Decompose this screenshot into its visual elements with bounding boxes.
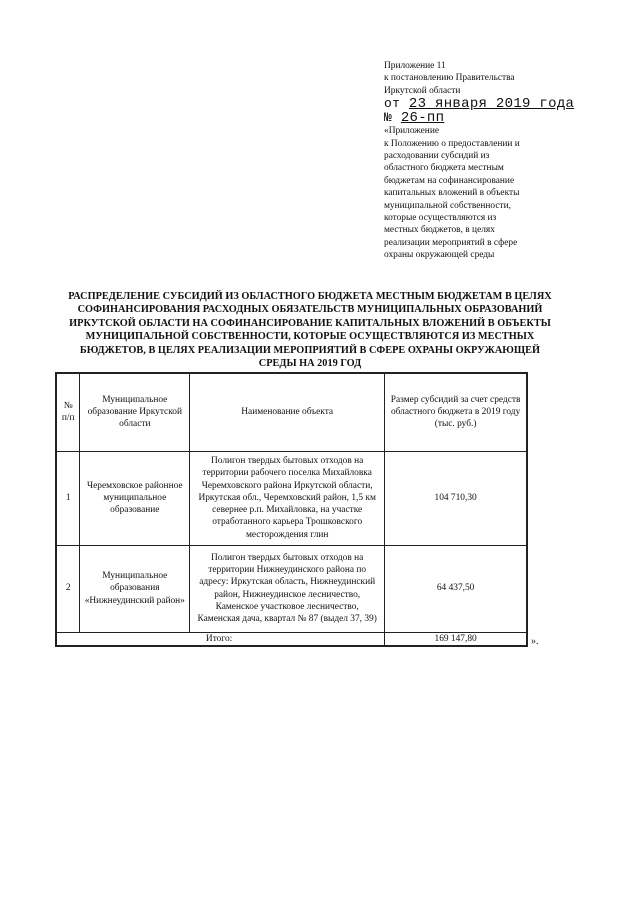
ref-line: расходовании субсидий из [384,151,490,162]
row-municipality: Муниципальное образования «Нижнеудинский район» [80,545,190,632]
appendix-resolution: к постановлению Правительства [384,73,515,84]
ref-line: капитальных вложений в объекты [384,188,520,199]
row-amount: 64 437,50 [385,545,527,632]
row-object: Полигон твердых бытовых отходов на территории Нижнеудинского района по адресу: Иркутская область, Нижнеудинский район, Нижнеудинское лесничество, Каменское участковое лесничество, Каменская дача, квартал № 87 (выдел 37, 39) [190,545,385,632]
ref-line: бюджетам на софинансирование [384,175,515,186]
appendix-number: Приложение 11 [384,61,446,71]
ref-line: которые осуществляются из [384,213,497,224]
title-line: СРЕДЫ НА 2019 ГОД [258,358,362,370]
title-line: ИРКУТСКОЙ ОБЛАСТИ НА СОФИНАНСИРОВАНИЕ КАПИТАЛЬНЫХ ВЛОЖЕНИЙ В ОБЪЕКТЫ [69,317,551,329]
header-amount: Размер субсидий за счет средств областного бюджета в 2019 году (тыс. руб.) [385,373,527,451]
row-num: 1 [56,451,80,545]
ref-line: муниципальной собственности, [384,200,511,211]
header-municipality: Муниципальное образование Иркутской области [80,373,190,451]
ref-line: «Приложение [384,126,440,137]
ref-line: реализации мероприятий в сфере [384,237,518,248]
resolution-date [384,97,574,111]
appendix-header [384,60,574,262]
title-line: СОФИНАНСИРОВАНИЯ РАСХОДНЫХ ОБЯЗАТЕЛЬСТВ МУНИЦИПАЛЬНЫХ ОБРАЗОВАНИЙ [77,304,543,316]
total-value: 169 147,80 [385,632,527,646]
appendix-region: Иркутской области [384,85,461,96]
ref-line: местных бюджетов, в целях [384,225,495,236]
row-amount: 104 710,30 [385,451,527,545]
number-value: 26-пп [400,110,445,127]
row-object: Полигон твердых бытовых отходов на территории рабочего поселка Михайловка Черемховского района Иркутской области, Иркутская обл., Черемховский район, 1,5 км севернее р.п. Михайловка, на участке отработанного карьера Трошковского месторождения глин [190,451,385,545]
table-row [56,451,527,545]
table-row [56,545,527,632]
row-municipality: Черемховское районное муниципальное образование [80,451,190,545]
total-label: Итого: [56,632,385,646]
number-prefix: № [384,110,393,126]
ref-line: областного бюджета местным [384,163,504,174]
title-line: БЮДЖЕТОВ, В ЦЕЛЯХ РЕАЛИЗАЦИИ МЕРОПРИЯТИЙ В СФЕРЕ ОХРАНЫ ОКРУЖАЮЩЕЙ [79,344,541,356]
resolution-number [384,111,574,125]
subsidy-table [55,372,528,647]
ref-line: охраны окружающей среды [384,250,495,261]
title-line: РАСПРЕДЕЛЕНИЕ СУБСИДИЙ ИЗ ОБЛАСТНОГО БЮДЖЕТА МЕСТНЫМ БЮДЖЕТАМ В ЦЕЛЯХ [68,291,552,302]
title-line: МУНИЦИПАЛЬНОЙ СОБСТВЕННОСТИ, КОТОРЫЕ ОСУЩЕСТВЛЯЮТСЯ ИЗ МЕСТНЫХ [85,331,535,343]
ref-line: к Положению о предоставлении и [384,138,520,149]
header-object: Наименование объекта [190,373,385,451]
row-num: 2 [56,545,80,632]
closing-quote-mark: ». [531,636,539,647]
date-prefix: от [384,96,401,112]
document-title [60,290,560,370]
table-header-row [56,373,527,451]
table-total-row [56,632,527,646]
date-value: 23 января 2019 года [408,96,575,113]
header-num: № п/п [56,373,80,451]
